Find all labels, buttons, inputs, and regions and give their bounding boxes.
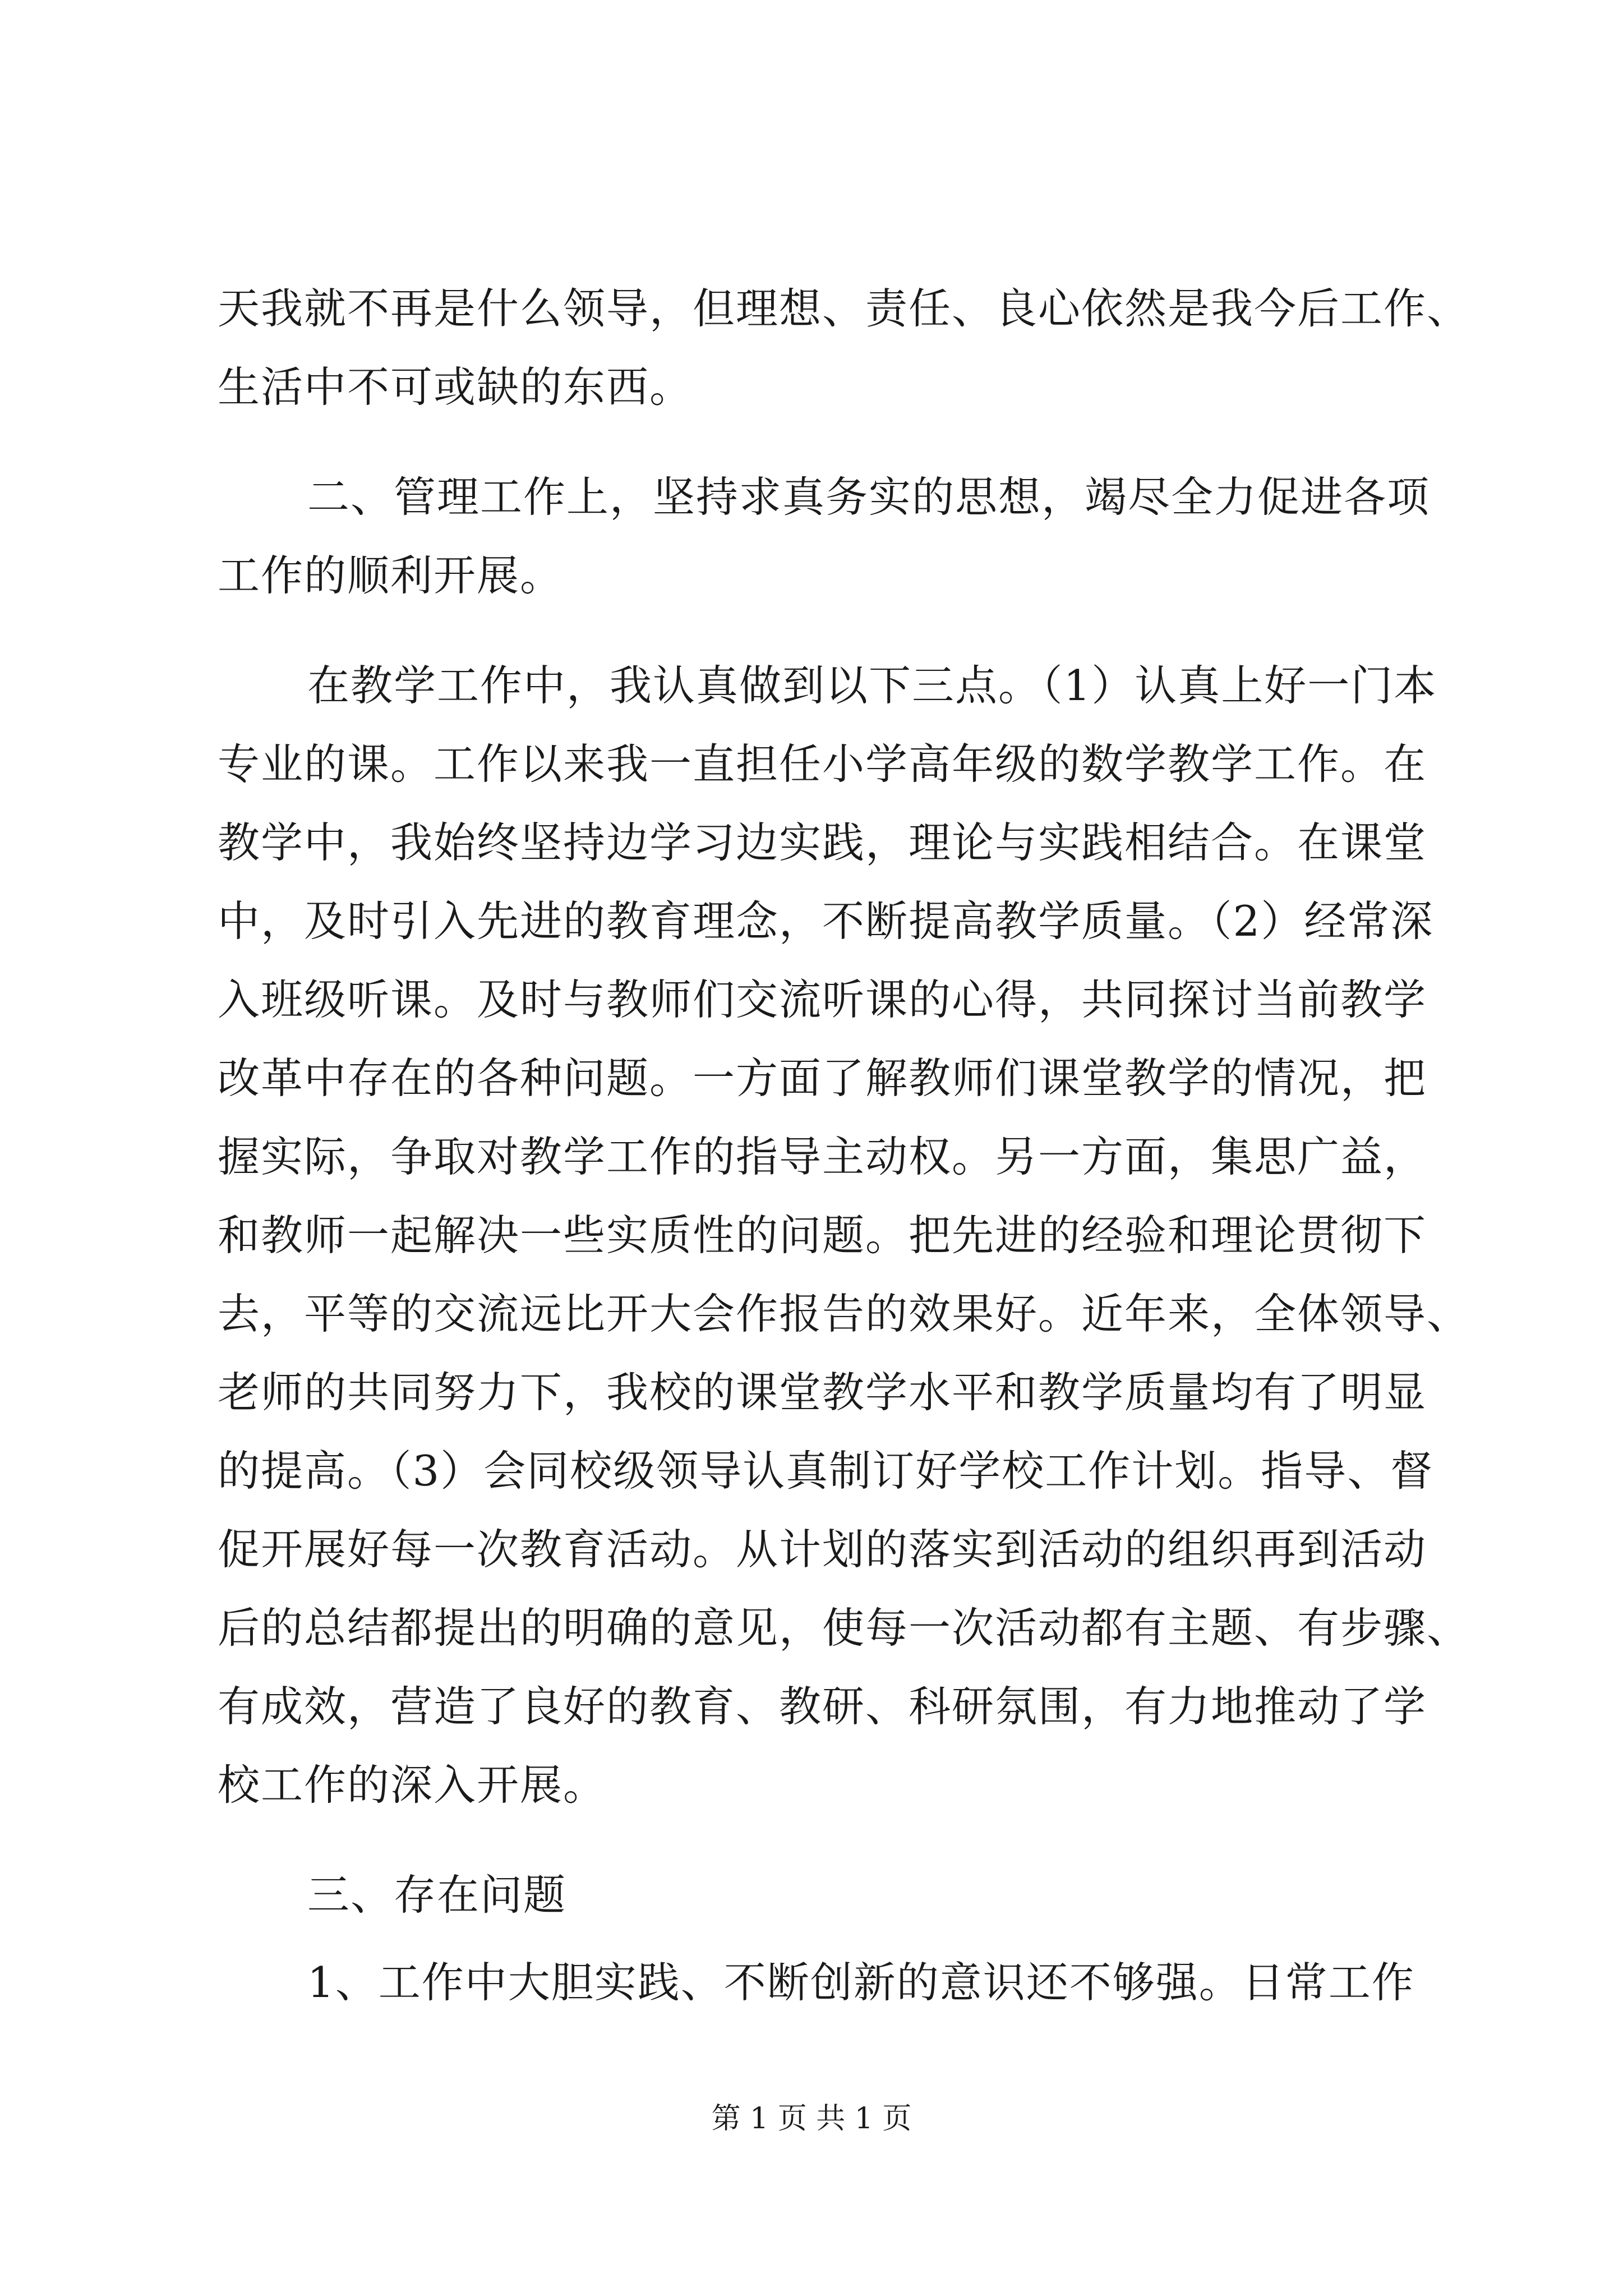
text-line: 和教师一起解决一些实质性的问题。把先进的经验和理论贯彻下: [218, 1211, 1427, 1260]
text-line: 握实际，争取对教学工作的指导主动权。另一方面，集思广益，: [218, 1132, 1427, 1181]
text-line: 老师的共同努力下，我校的课堂教学水平和教学质量均有了明显: [218, 1368, 1427, 1417]
text-line: 生活中不可或缺的东西。: [218, 362, 693, 412]
text-line: 教学中，我始终坚持边学习边实践，理论与实践相结合。在课堂: [218, 818, 1427, 867]
text-line: 天我就不再是什么领导，但理想、责任、良心依然是我今后工作、: [218, 284, 1470, 333]
text-line: 去，平等的交流远比开大会作报告的效果好。近年来，全体领导、: [218, 1289, 1470, 1338]
text-line: 的提高。（3）会同校级领导认真制订好学校工作计划。指导、督: [218, 1446, 1434, 1496]
text-line: 工作的顺利开展。: [218, 551, 564, 600]
section-heading: 二、管理工作上，坚持求真务实的思想，竭尽全力促进各项: [307, 472, 1431, 522]
text-line: 在教学工作中，我认真做到以下三点。（1）认真上好一门本: [307, 661, 1437, 710]
text-line: 专业的课。工作以来我一直担任小学高年级的数学教学工作。在: [218, 739, 1427, 789]
text-line: 有成效，营造了良好的教育、教研、科研氛围，有力地推动了学: [218, 1682, 1427, 1731]
text-line: 后的总结都提出的明确的意见，使每一次活动都有主题、有步骤、: [218, 1603, 1470, 1653]
text-line: 中，及时引入先进的教育理念，不断提高教学质量。（2）经常深: [218, 896, 1434, 946]
text-line: 促开展好每一次教育活动。从计划的落实到活动的组织再到活动: [218, 1525, 1427, 1574]
page-number-footer: 第 1 页 共 1 页: [711, 2102, 912, 2136]
section-heading: 三、存在问题: [307, 1870, 567, 1920]
text-line: 校工作的深入开展。: [218, 1760, 607, 1810]
text-line: 1、工作中大胆实践、不断创新的意识还不够强。日常工作: [307, 1958, 1415, 2007]
text-line: 入班级听课。及时与教师们交流听课的心得，共同探讨当前教学: [218, 975, 1427, 1024]
text-line: 改革中存在的各种问题。一方面了解教师们课堂教学的情况，把: [218, 1053, 1427, 1103]
